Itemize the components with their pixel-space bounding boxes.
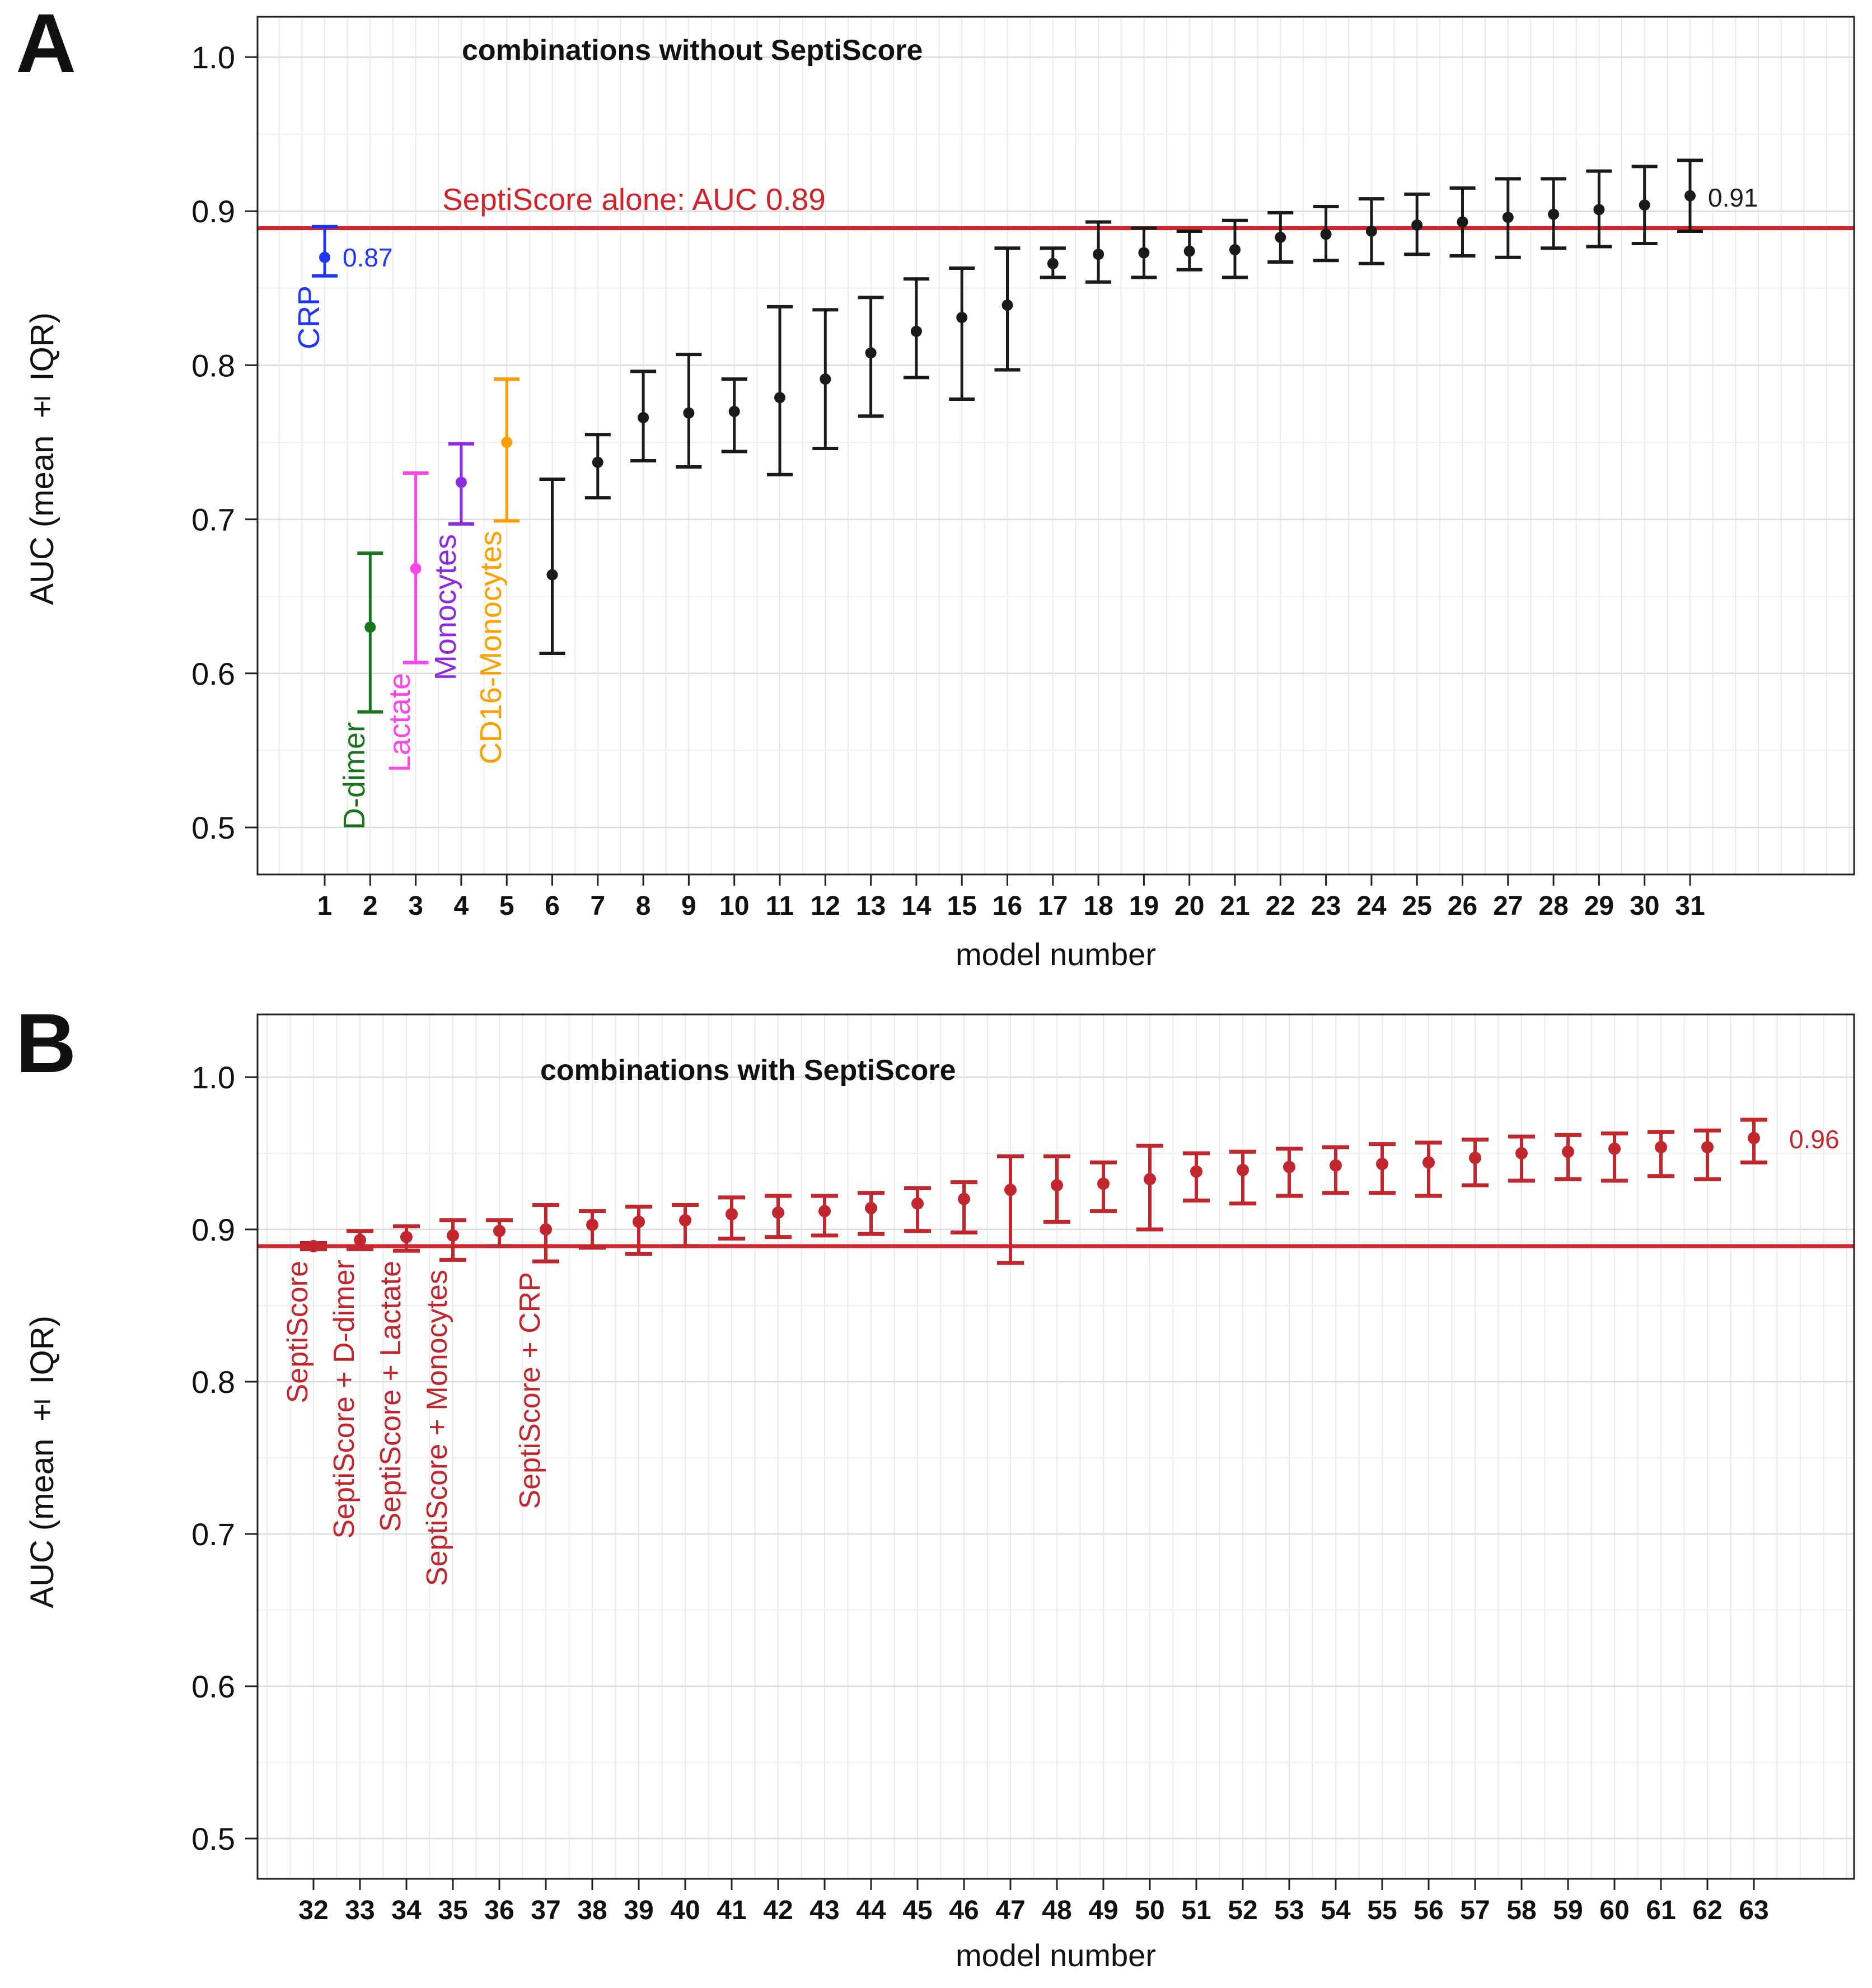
mean-dot	[818, 1205, 831, 1217]
x-tick-label: 21	[1220, 891, 1250, 921]
chart-a-reference-label: SeptiScore alone: AUC 0.89	[442, 182, 826, 217]
mean-dot	[729, 406, 740, 417]
mean-dot	[1093, 249, 1104, 260]
mean-dot	[501, 437, 512, 448]
x-tick-label: 45	[902, 1896, 933, 1925]
mean-dot	[911, 1198, 924, 1210]
x-tick-label: 18	[1083, 891, 1113, 921]
chart-a-x-axis-title: model number	[956, 937, 1156, 972]
mean-dot	[456, 477, 467, 488]
x-tick-label: 11	[765, 891, 794, 921]
mean-dot	[911, 326, 922, 337]
mean-dot	[1321, 228, 1332, 240]
mean-dot	[1237, 1164, 1249, 1176]
series-label-septiscore-crp: SeptiScore + CRP	[514, 1272, 546, 1509]
x-tick-label: 10	[719, 891, 750, 921]
mean-dot	[1422, 1156, 1435, 1168]
panel-letter-a: A	[16, 0, 77, 90]
chart-b-x-axis-title: model number	[956, 1938, 1156, 1973]
x-tick-label: 17	[1038, 891, 1068, 921]
mean-dot	[1330, 1159, 1342, 1172]
x-tick-label: 23	[1311, 891, 1341, 921]
x-tick-label: 6	[545, 891, 560, 921]
mean-dot	[410, 563, 422, 574]
y-tick-label: 0.5	[191, 810, 235, 845]
mean-dot	[447, 1229, 459, 1242]
x-tick-label: 2	[362, 891, 378, 921]
x-tick-label: 19	[1129, 891, 1159, 921]
x-tick-label: 48	[1042, 1896, 1072, 1925]
x-tick-label: 8	[635, 891, 651, 921]
x-tick-label: 9	[681, 891, 696, 921]
mean-dot	[307, 1240, 320, 1252]
x-tick-label: 42	[763, 1896, 793, 1925]
y-tick-label: 0.6	[191, 1669, 235, 1704]
y-tick-label: 0.7	[191, 1517, 235, 1552]
mean-dot	[1144, 1173, 1156, 1185]
x-tick-label: 53	[1274, 1896, 1304, 1925]
chart-b-title: combinations with SeptiScore	[540, 1054, 956, 1087]
mean-dot	[547, 569, 558, 581]
x-tick-label: 62	[1692, 1896, 1723, 1925]
x-tick-label: 50	[1135, 1896, 1165, 1925]
y-tick-label: 0.5	[191, 1821, 235, 1856]
mean-dot	[1097, 1177, 1110, 1190]
mean-dot	[1184, 246, 1195, 257]
x-tick-label: 5	[499, 891, 514, 921]
mean-dot	[865, 347, 877, 358]
x-tick-label: 39	[624, 1896, 654, 1925]
x-tick-label: 29	[1584, 891, 1614, 921]
x-tick-label: 20	[1174, 891, 1205, 921]
series-label-cd16-monocytes: CD16-Monocytes	[474, 531, 508, 765]
x-tick-label: 55	[1367, 1896, 1397, 1925]
panel-letter-b: B	[16, 996, 77, 1090]
chart-a-y-axis-title: AUC (mean ± IQR)	[24, 312, 60, 605]
x-tick-label: 44	[856, 1896, 886, 1925]
mean-dot	[1275, 232, 1286, 243]
series-label-septiscore-monocytes: SeptiScore + Monocytes	[421, 1270, 453, 1587]
value-label-crp: 0.87	[343, 243, 393, 272]
x-tick-label: 54	[1321, 1896, 1351, 1925]
mean-dot	[820, 373, 831, 385]
x-tick-label: 43	[809, 1896, 840, 1925]
x-tick-label: 34	[391, 1896, 422, 1925]
value-label-model63: 0.96	[1789, 1125, 1840, 1154]
mean-dot	[1748, 1132, 1760, 1144]
mean-dot	[400, 1231, 413, 1243]
mean-dot	[1655, 1141, 1667, 1153]
x-tick-label: 37	[531, 1896, 561, 1925]
x-tick-label: 32	[298, 1896, 329, 1925]
x-tick-label: 30	[1630, 891, 1660, 921]
x-tick-label: 56	[1414, 1896, 1444, 1925]
x-tick-label: 52	[1228, 1896, 1258, 1925]
chart-b-y-axis-title: AUC (mean ± IQR)	[24, 1316, 60, 1608]
x-tick-label: 16	[992, 891, 1023, 921]
x-tick-label: 36	[484, 1896, 514, 1925]
mean-dot	[1457, 216, 1468, 227]
x-tick-label: 59	[1553, 1896, 1583, 1925]
x-tick-label: 24	[1356, 891, 1387, 921]
y-tick-label: 1.0	[191, 1060, 235, 1095]
x-tick-label: 46	[949, 1896, 979, 1925]
mean-dot	[1190, 1166, 1202, 1178]
series-label-septiscore-lactate: SeptiScore + Lactate	[375, 1261, 407, 1532]
x-tick-label: 35	[438, 1896, 468, 1925]
mean-dot	[1515, 1147, 1528, 1159]
mean-dot	[1684, 190, 1696, 202]
mean-dot	[774, 392, 785, 403]
series-label-lactate: Lactate	[383, 673, 416, 773]
mean-dot	[364, 621, 376, 633]
x-tick-label: 4	[453, 891, 469, 921]
chart-a-title: combinations without SeptiScore	[462, 34, 923, 67]
value-label-model31: 0.91	[1708, 183, 1758, 212]
series-label-monocytes: Monocytes	[429, 534, 462, 681]
x-tick-label: 14	[901, 891, 932, 921]
mean-dot	[865, 1202, 877, 1214]
x-tick-label: 13	[855, 891, 886, 921]
x-tick-label: 58	[1506, 1896, 1537, 1925]
x-tick-label: 7	[590, 891, 606, 921]
mean-dot	[956, 312, 967, 323]
mean-dot	[493, 1225, 506, 1237]
y-tick-label: 0.9	[191, 1212, 235, 1247]
mean-dot	[1004, 1184, 1017, 1196]
x-tick-label: 51	[1181, 1896, 1211, 1925]
mean-dot	[1047, 258, 1059, 269]
series-label-crp: CRP	[292, 286, 326, 350]
mean-dot	[1469, 1152, 1481, 1164]
series-label-ddimer: D-dimer	[338, 722, 371, 830]
mean-dot	[679, 1214, 691, 1227]
x-tick-label: 38	[577, 1896, 607, 1925]
mean-dot	[1639, 199, 1650, 211]
mean-dot	[633, 1215, 645, 1228]
mean-dot	[1051, 1179, 1063, 1191]
mean-dot	[1138, 247, 1149, 259]
x-tick-label: 49	[1088, 1896, 1118, 1925]
x-tick-label: 31	[1675, 891, 1705, 921]
x-tick-label: 25	[1402, 891, 1432, 921]
mean-dot	[1411, 219, 1422, 231]
x-tick-label: 22	[1265, 891, 1295, 921]
mean-dot	[1548, 209, 1559, 220]
y-tick-label: 0.7	[191, 502, 235, 537]
series-label-septiscore-ddimer: SeptiScore + D-dimer	[328, 1260, 361, 1539]
x-tick-label: 63	[1739, 1896, 1769, 1925]
x-tick-label: 47	[995, 1896, 1026, 1925]
x-tick-label: 27	[1493, 891, 1523, 921]
mean-dot	[1229, 244, 1241, 255]
x-tick-label: 3	[408, 891, 423, 921]
y-tick-label: 0.9	[191, 194, 235, 230]
mean-dot	[540, 1223, 552, 1236]
mean-dot	[1593, 204, 1604, 215]
x-tick-label: 41	[717, 1896, 747, 1925]
mean-dot	[683, 408, 694, 419]
x-tick-label: 12	[810, 891, 840, 921]
x-tick-label: 33	[345, 1896, 375, 1925]
x-tick-label: 61	[1646, 1896, 1676, 1925]
mean-dot	[726, 1208, 738, 1220]
y-tick-label: 0.8	[191, 348, 235, 383]
mean-dot	[1283, 1161, 1295, 1173]
mean-dot	[592, 457, 603, 468]
mean-dot	[958, 1193, 970, 1205]
mean-dot	[1376, 1158, 1388, 1170]
x-tick-label: 57	[1460, 1896, 1490, 1925]
x-tick-label: 60	[1599, 1896, 1630, 1925]
mean-dot	[1608, 1143, 1621, 1155]
mean-dot	[638, 412, 649, 423]
x-tick-label: 15	[947, 891, 977, 921]
series-label-septiscore: SeptiScore	[282, 1261, 314, 1404]
mean-dot	[354, 1234, 366, 1246]
mean-dot	[319, 252, 330, 263]
x-tick-label: 26	[1447, 891, 1478, 921]
x-tick-label: 28	[1538, 891, 1569, 921]
mean-dot	[586, 1219, 598, 1231]
x-tick-label: 1	[317, 891, 333, 921]
mean-dot	[772, 1206, 784, 1219]
y-tick-label: 1.0	[191, 40, 235, 75]
mean-dot	[1002, 300, 1013, 311]
mean-dot	[1562, 1145, 1574, 1158]
mean-dot	[1503, 212, 1514, 223]
x-tick-label: 40	[670, 1896, 700, 1925]
y-tick-label: 0.6	[191, 656, 235, 691]
mean-dot	[1366, 226, 1377, 237]
mean-dot	[1701, 1141, 1714, 1153]
y-tick-label: 0.8	[191, 1364, 235, 1400]
